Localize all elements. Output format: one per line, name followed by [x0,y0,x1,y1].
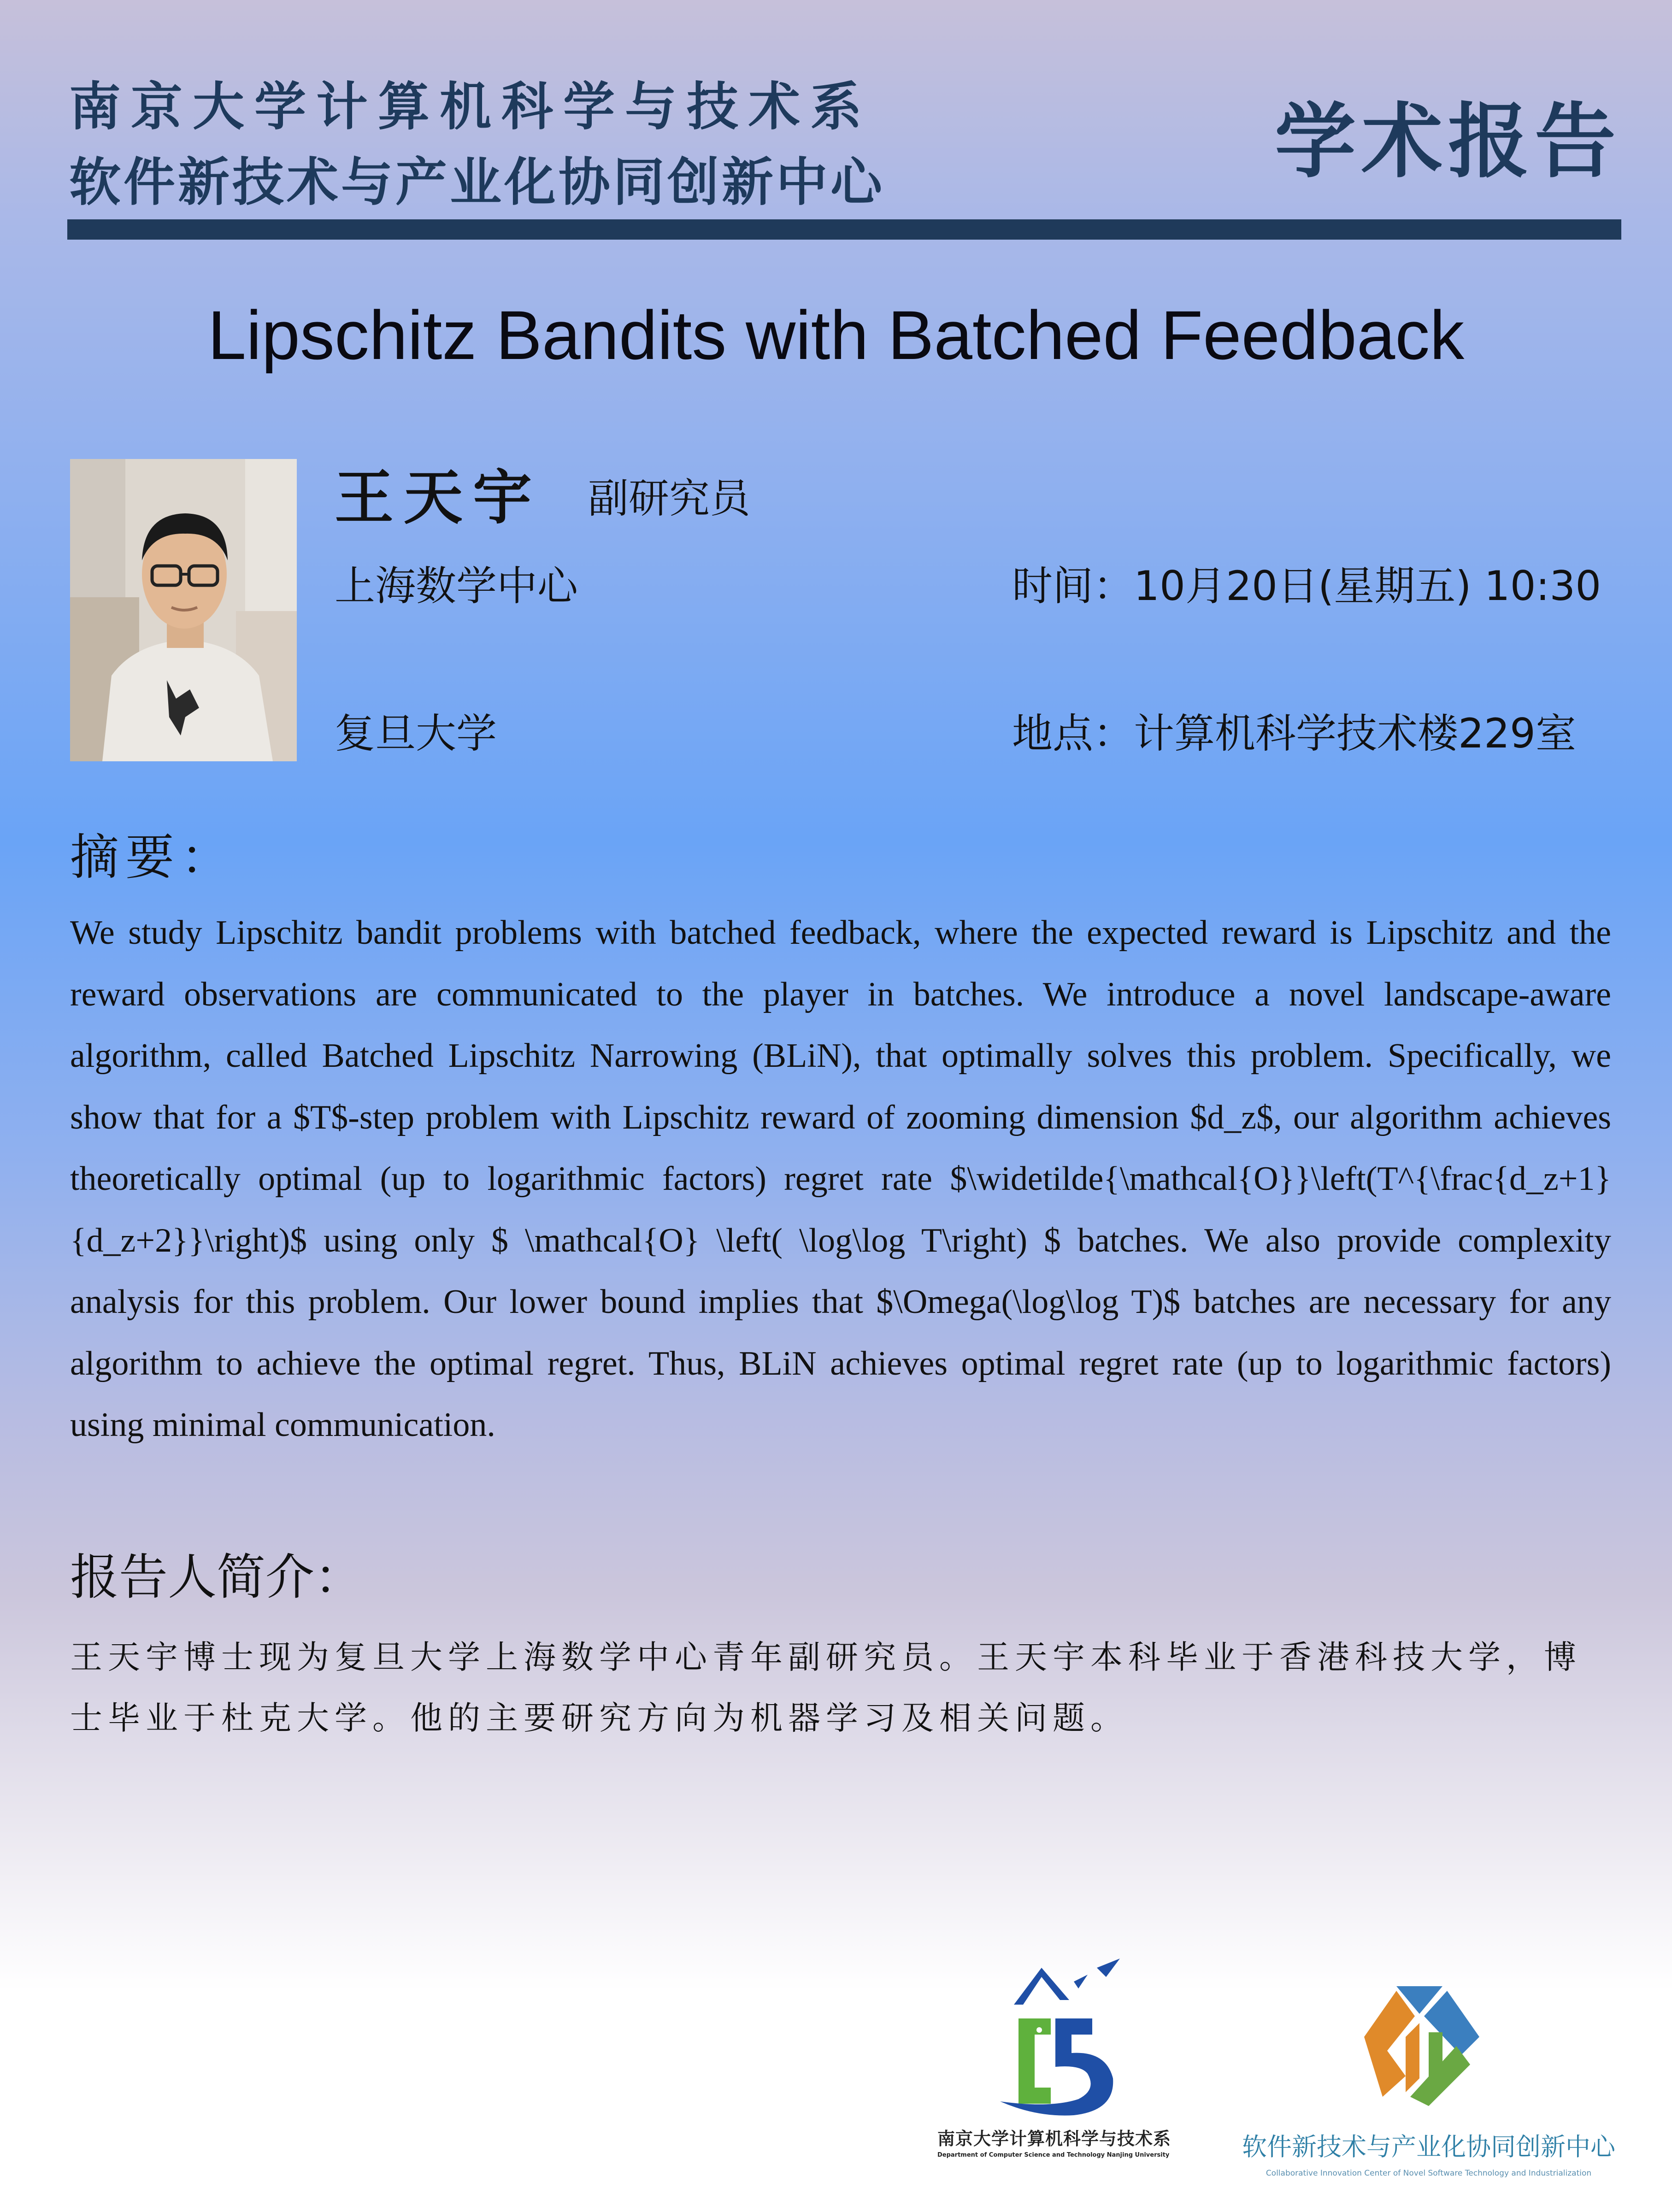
header-divider [67,219,1621,240]
bio-heading: 报告人简介： [70,1549,363,1606]
department-name: 南京大学计算机科学与技术系 [69,77,872,137]
talk-time: 时间：10月20日(星期五) 10:30 [1012,562,1601,610]
abstract-heading: 摘要： [70,829,236,886]
speaker-affiliation-1: 上海数学中心 [335,562,578,610]
speaker-name: 王天宇 [335,463,542,532]
talk-location: 地点：计算机科学技术楼229室 [1012,710,1576,757]
speaker-portrait-image [70,459,297,761]
speaker-photo [70,459,297,761]
abstract-text: We study Lipschitz bandit problems with batched feedback, where the expected reward is Lipschitz and the reward observations are communicated to the player in batches. We introduce a novel landscape-aware algorithm, called Batched Lipschitz Narrowing (BLiN), that optimally solves this problem. Specifically, we show that for a $T$-step problem with Lipschitz reward of zooming dimension $d_z$, our algorithm achieves theoretically optimal (up to logarithmic factors) regret rate $\widetilde{\mathcal{O}}\left(T^{\frac{d_z+1}{d_z+2}}\right)$ using only $ \mathcal{O} \left( \log\log T\right) $ batches. We also provide complexity analysis for this problem. Our lower bound implies that $\Omega(\log\log T)$ batches are necessary for any algorithm to achieve the optimal regret. Thus, BLiN achieves optimal regret rate (up to logarithmic factors) using minimal communication. [70,914,1611,1444]
innovation-center-logo [1350,1972,1489,2111]
center-logo-caption-en: Collaborative Innovation Center of Novel Software Technology and Industrialization [1266,2169,1592,2178]
cs-logo-caption [937,2129,1172,2159]
cs-department-logo [982,1949,1148,2124]
center-logo-icon [1350,1972,1489,2111]
bio-text: 王天宇博士现为复旦大学上海数学中心青年副研究员。王天宇本科毕业于香港科技大学，博士毕业于杜克大学。他的主要研究方向为机器学习及相关问题。 [70,1638,1582,1737]
center-name: 软件新技术与产业化协同创新中心 [69,153,885,212]
speaker-title: 副研究员 [588,475,751,522]
center-logo-caption-cn: 软件新技术与产业化协同创新中心 [1242,2132,1615,2161]
center-logo-caption [1235,2132,1622,2178]
talk-title: Lipschitz Bandits with Batched Feedback [207,296,1465,374]
cs-logo-caption-cn: 南京大学计算机科学与技术系 [937,2129,1172,2149]
cs-logo-icon [982,1949,1148,2124]
report-label: 学术报告 [1274,94,1621,189]
cs-logo-caption-en: Department of Computer Science and Technology Nanjing University [937,2152,1170,2159]
speaker-affiliation-2: 复旦大学 [335,710,497,757]
